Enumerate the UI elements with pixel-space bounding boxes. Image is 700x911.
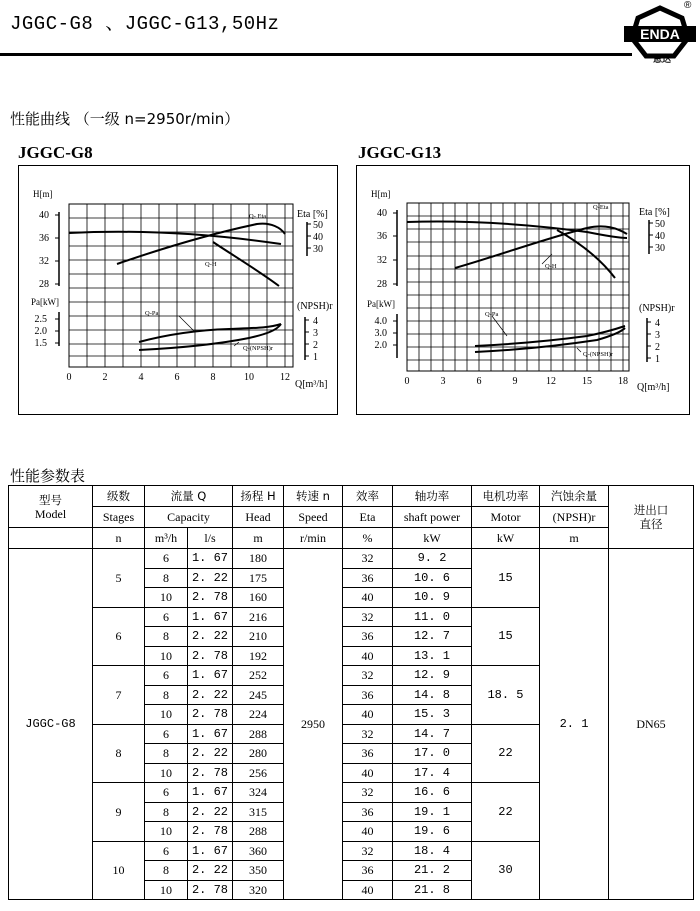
hdr-cap-cn: 流量 Q xyxy=(145,486,233,507)
capacity-m3h-cell: 10 xyxy=(145,822,188,842)
capacity-m3h-cell: 10 xyxy=(145,646,188,666)
shaft-power-cell: 9. 2 xyxy=(393,549,472,569)
shaft-power-cell: 11. 0 xyxy=(393,607,472,627)
capacity-m3h-cell: 6 xyxy=(145,724,188,744)
capacity-ls-cell: 2. 22 xyxy=(188,744,233,764)
head-cell: 180 xyxy=(233,549,284,569)
chart-title-g8: JGGC-G8 xyxy=(18,143,93,162)
head-cell: 216 xyxy=(233,607,284,627)
hdr-shaft-unit: kW xyxy=(393,528,472,549)
npsh-tick: 1 xyxy=(655,354,660,365)
hdr-port-cn1: 进出口 xyxy=(633,503,669,517)
eta-cell: 32 xyxy=(343,724,393,744)
npsh-axis-label: (NPSH)r xyxy=(297,301,333,312)
eta-tick: 40 xyxy=(655,231,665,242)
capacity-m3h-cell: 6 xyxy=(145,841,188,861)
chart-grid xyxy=(69,204,293,367)
q-eta-curve xyxy=(117,224,285,264)
capacity-m3h-cell: 8 xyxy=(145,861,188,881)
eta-cell: 40 xyxy=(343,705,393,725)
curve-label-npsh: Q-(NPSH)r xyxy=(243,345,273,352)
x-tick: 18 xyxy=(618,376,628,387)
hdr-head-cn: 扬程 H xyxy=(233,486,284,507)
logo-brand: ENDA xyxy=(640,26,680,42)
eta-cell: 32 xyxy=(343,783,393,803)
capacity-m3h-cell: 10 xyxy=(145,588,188,608)
eta-tick: 30 xyxy=(655,243,665,254)
eta-cell: 36 xyxy=(343,744,393,764)
shaft-power-cell: 21. 2 xyxy=(393,861,472,881)
x-tick: 0 xyxy=(404,376,410,387)
eta-cell: 36 xyxy=(343,627,393,647)
registered-mark: ® xyxy=(684,0,692,11)
capacity-ls-cell: 1. 67 xyxy=(188,666,233,686)
eta-tick: 50 xyxy=(313,220,323,231)
x-tick: 9 xyxy=(512,376,518,387)
npsh-tick: 3 xyxy=(313,328,318,339)
head-cell: 324 xyxy=(233,783,284,803)
chart-title-g13: JGGC-G13 xyxy=(358,143,442,162)
q-h-drop-curve xyxy=(557,230,615,278)
h-tick: 36 xyxy=(39,233,49,244)
shaft-power-cell: 17. 4 xyxy=(393,763,472,783)
h-tick: 40 xyxy=(377,208,387,219)
capacity-m3h-cell: 6 xyxy=(145,783,188,803)
capacity-ls-cell: 1. 67 xyxy=(188,783,233,803)
hdr-shaft-en: shaft power xyxy=(393,507,472,528)
head-cell: 280 xyxy=(233,744,284,764)
head-cell: 192 xyxy=(233,646,284,666)
capacity-ls-cell: 2. 22 xyxy=(188,627,233,647)
head-cell: 350 xyxy=(233,861,284,881)
capacity-ls-cell: 2. 78 xyxy=(188,880,233,900)
logo-brand-cn: 恩达 xyxy=(652,55,672,64)
npsh-cell: 2. 1 xyxy=(540,549,609,900)
pa-tick: 3.0 xyxy=(374,328,387,339)
head-cell: 252 xyxy=(233,666,284,686)
head-cell: 224 xyxy=(233,705,284,725)
capacity-m3h-cell: 6 xyxy=(145,607,188,627)
eta-axis-label: Eta [%] xyxy=(639,207,670,218)
x-tick: 6 xyxy=(476,376,482,387)
header-rule xyxy=(0,53,632,56)
hdr-eta-en: Eta xyxy=(343,507,393,528)
hdr-motor-cn: 电机功率 xyxy=(472,486,540,507)
eta-cell: 40 xyxy=(343,822,393,842)
x-axis-label: Q[m³/h] xyxy=(295,379,328,390)
curve-label-eta: Q-Eta xyxy=(593,204,609,211)
capacity-m3h-cell: 8 xyxy=(145,744,188,764)
eta-cell: 36 xyxy=(343,861,393,881)
h-tick: 40 xyxy=(39,210,49,221)
capacity-ls-cell: 2. 22 xyxy=(188,802,233,822)
shaft-power-cell: 15. 3 xyxy=(393,705,472,725)
stages-cell: 7 xyxy=(93,666,145,725)
hdr-npsh-en: (NPSH)r xyxy=(540,507,609,528)
npsh-tick: 2 xyxy=(655,342,660,353)
stages-cell: 9 xyxy=(93,783,145,842)
q-h-drop-curve xyxy=(213,242,279,286)
hdr-head-unit: m xyxy=(233,528,284,549)
hdr-npsh-cn: 汽蚀余量 xyxy=(540,486,609,507)
eta-tick: 50 xyxy=(655,219,665,230)
eta-tick: 30 xyxy=(313,244,323,255)
table-section-title: 性能参数表 xyxy=(10,467,86,485)
eta-cell: 40 xyxy=(343,880,393,900)
x-tick: 2 xyxy=(102,372,108,383)
hdr-motor-unit: kW xyxy=(472,528,540,549)
hdr-cap-unit2: l/s xyxy=(188,528,233,549)
capacity-m3h-cell: 10 xyxy=(145,705,188,725)
head-cell: 256 xyxy=(233,763,284,783)
curve-label-eta: Q- Eta xyxy=(249,213,267,220)
npsh-tick: 4 xyxy=(313,316,318,327)
capacity-ls-cell: 2. 78 xyxy=(188,588,233,608)
shaft-power-cell: 14. 8 xyxy=(393,685,472,705)
motor-cell: 18. 5 xyxy=(472,666,540,725)
eta-cell: 40 xyxy=(343,646,393,666)
eta-cell: 40 xyxy=(343,763,393,783)
motor-cell: 15 xyxy=(472,607,540,666)
head-cell: 160 xyxy=(233,588,284,608)
shaft-power-cell: 19. 6 xyxy=(393,822,472,842)
h-axis-label: H[m] xyxy=(371,189,391,199)
motor-cell: 30 xyxy=(472,841,540,900)
hdr-model-en: Model xyxy=(34,506,67,521)
shaft-power-cell: 17. 0 xyxy=(393,744,472,764)
hdr-npsh-unit: m xyxy=(540,528,609,549)
shaft-power-cell: 18. 4 xyxy=(393,841,472,861)
capacity-ls-cell: 1. 67 xyxy=(188,607,233,627)
pa-axis-label: Pa[kW] xyxy=(31,297,59,307)
eta-axis-label: Eta [%] xyxy=(297,209,328,220)
model-cell: JGGC-G8 xyxy=(9,549,93,900)
head-cell: 360 xyxy=(233,841,284,861)
capacity-ls-cell: 1. 67 xyxy=(188,549,233,569)
shaft-power-cell: 10. 6 xyxy=(393,568,472,588)
curve-label-qpa: Q-Pa xyxy=(145,310,159,317)
pa-tick: 2.5 xyxy=(34,314,47,325)
capacity-ls-cell: 2. 78 xyxy=(188,646,233,666)
npsh-axis-label: (NPSH)r xyxy=(639,303,675,314)
shaft-power-cell: 19. 1 xyxy=(393,802,472,822)
hdr-eta-unit: % xyxy=(343,528,393,549)
x-tick: 4 xyxy=(138,372,144,383)
capacity-ls-cell: 2. 22 xyxy=(188,685,233,705)
eta-cell: 36 xyxy=(343,802,393,822)
hdr-cap-en: Capacity xyxy=(145,507,233,528)
h-tick: 28 xyxy=(377,279,387,290)
chart-g13 xyxy=(356,165,690,415)
x-tick: 3 xyxy=(440,376,446,387)
curve-label-qpa: Q-Pa xyxy=(485,311,499,318)
eta-cell: 32 xyxy=(343,666,393,686)
shaft-power-cell: 12. 9 xyxy=(393,666,472,686)
x-tick: 10 xyxy=(244,372,254,383)
npsh-tick: 3 xyxy=(655,330,660,341)
hdr-stages-unit: n xyxy=(93,528,145,549)
capacity-m3h-cell: 8 xyxy=(145,802,188,822)
x-tick: 12 xyxy=(280,372,290,383)
h-axis-label: H[m] xyxy=(33,189,53,199)
port-cell: DN65 xyxy=(609,549,694,900)
table-row xyxy=(9,549,694,569)
h-tick: 32 xyxy=(39,256,49,267)
head-cell: 245 xyxy=(233,685,284,705)
hdr-eta-cn: 效率 xyxy=(343,486,393,507)
shaft-power-cell: 12. 7 xyxy=(393,627,472,647)
capacity-ls-cell: 2. 78 xyxy=(188,705,233,725)
capacity-ls-cell: 2. 22 xyxy=(188,861,233,881)
hdr-stages-cn: 级数 xyxy=(93,486,145,507)
spec-table-body xyxy=(9,549,694,900)
head-cell: 288 xyxy=(233,724,284,744)
capacity-ls-cell: 2. 78 xyxy=(188,763,233,783)
hdr-stages-en: Stages xyxy=(93,507,145,528)
shaft-power-cell: 14. 7 xyxy=(393,724,472,744)
x-tick: 12 xyxy=(546,376,556,387)
pa-tick: 2.0 xyxy=(34,326,47,337)
shaft-power-cell: 16. 6 xyxy=(393,783,472,803)
hdr-motor-en: Motor xyxy=(472,507,540,528)
h-tick: 32 xyxy=(377,255,387,266)
h-tick: 36 xyxy=(377,231,387,242)
x-tick: 6 xyxy=(174,372,180,383)
capacity-m3h-cell: 8 xyxy=(145,685,188,705)
hdr-speed-en: Speed xyxy=(284,507,343,528)
motor-cell: 22 xyxy=(472,783,540,842)
capacity-ls-cell: 1. 67 xyxy=(188,724,233,744)
curves-section-title: 性能曲线 （一级 n=2950r/min） xyxy=(10,110,240,128)
pa-axis-label: Pa[kW] xyxy=(367,299,395,309)
head-cell: 320 xyxy=(233,880,284,900)
hdr-speed-unit: r/min xyxy=(284,528,343,549)
hdr-port-cn2: 直径 xyxy=(639,517,663,531)
capacity-m3h-cell: 8 xyxy=(145,627,188,647)
npsh-tick: 1 xyxy=(313,352,318,363)
pa-tick: 1.5 xyxy=(34,338,47,349)
q-pa-curve xyxy=(139,324,281,342)
shaft-power-cell: 21. 8 xyxy=(393,880,472,900)
capacity-ls-cell: 2. 78 xyxy=(188,822,233,842)
curve-label-npsh: Q-(NPSH)r xyxy=(583,351,613,358)
capacity-m3h-cell: 10 xyxy=(145,880,188,900)
motor-cell: 22 xyxy=(472,724,540,783)
x-tick: 0 xyxy=(66,372,72,383)
stages-cell: 10 xyxy=(93,841,145,900)
stages-cell: 8 xyxy=(93,724,145,783)
capacity-m3h-cell: 6 xyxy=(145,549,188,569)
hdr-shaft-cn: 轴功率 xyxy=(393,486,472,507)
hdr-head-en: Head xyxy=(233,507,284,528)
eta-cell: 36 xyxy=(343,568,393,588)
motor-cell: 15 xyxy=(472,549,540,608)
capacity-m3h-cell: 8 xyxy=(145,568,188,588)
hdr-model-cn: 型号 xyxy=(39,492,62,507)
chart-g8 xyxy=(18,165,338,415)
stages-cell: 6 xyxy=(93,607,145,666)
curve-label-qh: Q-H xyxy=(205,261,217,268)
chart-grid xyxy=(407,203,629,371)
head-cell: 175 xyxy=(233,568,284,588)
enda-logo xyxy=(622,2,698,64)
eta-cell: 40 xyxy=(343,588,393,608)
hdr-speed-cn: 转速 n xyxy=(284,486,343,507)
x-tick: 8 xyxy=(210,372,216,383)
shaft-power-cell: 13. 1 xyxy=(393,646,472,666)
capacity-ls-cell: 2. 22 xyxy=(188,568,233,588)
npsh-tick: 2 xyxy=(313,340,318,351)
head-cell: 210 xyxy=(233,627,284,647)
eta-tick: 40 xyxy=(313,232,323,243)
head-cell: 315 xyxy=(233,802,284,822)
hdr-cap-unit1: m³/h xyxy=(145,528,188,549)
capacity-ls-cell: 1. 67 xyxy=(188,841,233,861)
npsh-tick: 4 xyxy=(655,318,660,329)
capacity-m3h-cell: 6 xyxy=(145,666,188,686)
eta-cell: 32 xyxy=(343,607,393,627)
speed-cell: 2950 xyxy=(284,549,343,900)
h-tick: 28 xyxy=(39,279,49,290)
x-axis-label: Q[m³/h] xyxy=(637,382,670,393)
q-h-curve xyxy=(407,221,627,238)
eta-cell: 32 xyxy=(343,549,393,569)
pa-tick: 2.0 xyxy=(374,340,387,351)
spec-table xyxy=(8,485,694,900)
curve-label-qh: Q-H xyxy=(545,263,557,270)
capacity-m3h-cell: 10 xyxy=(145,763,188,783)
q-pa-curve xyxy=(475,326,625,346)
stages-cell: 5 xyxy=(93,549,145,608)
eta-cell: 32 xyxy=(343,841,393,861)
eta-cell: 36 xyxy=(343,685,393,705)
shaft-power-cell: 10. 9 xyxy=(393,588,472,608)
x-tick: 15 xyxy=(582,376,592,387)
head-cell: 288 xyxy=(233,822,284,842)
pa-tick: 4.0 xyxy=(374,316,387,327)
page-title: JGGC-G8 、JGGC-G13,50Hz xyxy=(10,13,280,35)
